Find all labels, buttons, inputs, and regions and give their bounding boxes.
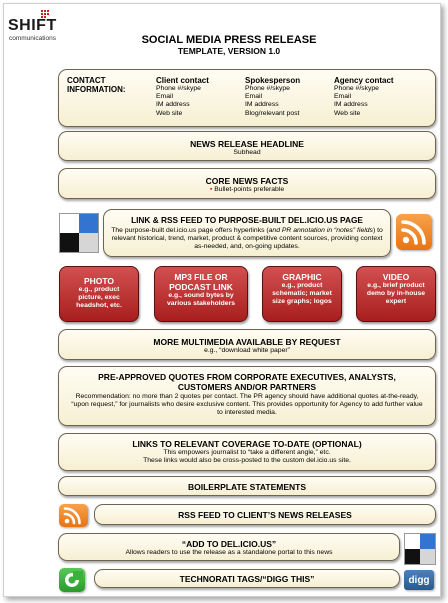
page-title — [64, 34, 394, 56]
rss-feed-title: RSS FEED TO CLIENT’S NEWS RELEASES — [178, 510, 352, 520]
link-feed-text: The purpose-built del.icio.us page offers hyperlinks (and PR annotation in “notes” fields) to relevant historical, trend, market, product & competitive content sources, providing context as-needed, and, on-going updates. — [111, 227, 383, 250]
rss-icon — [396, 214, 432, 250]
core-facts-title: CORE NEWS FACTS — [205, 176, 289, 186]
title-main: SOCIAL MEDIA PRESS RELEASE — [141, 34, 317, 46]
core-facts-bullet: ▪ Bullet-points preferable — [209, 186, 285, 193]
digg-icon — [404, 570, 434, 590]
quotes-box — [58, 366, 436, 426]
headline-title: NEWS RELEASE HEADLINE — [190, 139, 304, 149]
add-delicious-sub: Allows readers to use the release as a standalone portal to this news — [125, 549, 333, 556]
digg-label: digg — [408, 575, 430, 586]
contact-info-box — [58, 69, 436, 127]
quotes-title-1: PRE-APPROVED QUOTES FROM CORPORATE EXECUTIVES, ANALYSTS, — [98, 372, 396, 382]
coverage-line-1: This empowers journalist to “take a different angle,” etc. — [163, 449, 331, 456]
coverage-box — [58, 433, 436, 471]
core-facts-box — [58, 168, 436, 199]
add-delicious-box — [58, 533, 400, 561]
link-feed-box — [103, 209, 391, 257]
rss-feed-box — [94, 504, 436, 525]
title-sub: TEMPLATE, VERSION 1.0 — [177, 46, 281, 56]
add-delicious-title: “ADD TO DEL.ICIO.US” — [181, 539, 277, 549]
document-page — [3, 3, 441, 597]
media-video-box: VIDEO e.g., brief product demo by in-house expert — [356, 266, 436, 322]
quotes-title-2: CUSTOMERS AND/OR PARTNERS — [177, 382, 317, 392]
contact-label: CONTACT INFORMATION: — [67, 76, 126, 94]
contact-column-agency: Agency contact Phone #/skype Email IM address Web site — [334, 76, 394, 117]
delicious-small-icon — [404, 533, 436, 565]
coverage-line-2: These links would also be cross-posted to the custom del.icio.us site. — [143, 457, 351, 464]
multimedia-sub: e.g., “download white paper” — [204, 347, 290, 354]
bullet-icon: ▪ — [209, 186, 213, 193]
contact-column-client: Client contact Phone #/skype Email IM address Web site — [156, 76, 209, 117]
technorati-box — [94, 569, 400, 588]
headline-box — [58, 131, 436, 161]
media-mp3-box: MP3 FILE OR PODCAST LINK e.g., sound bytes by various stakeholders — [154, 266, 248, 322]
rss-small-icon — [59, 504, 88, 527]
headline-subhead: Subhead — [233, 149, 261, 156]
shift-logo — [8, 10, 68, 44]
delicious-icon — [59, 213, 99, 253]
technorati-icon — [59, 568, 85, 592]
logo-subtext: communications — [9, 35, 56, 42]
media-graphic-box: GRAPHIC e.g., product schematic; market size graphs; logos — [262, 266, 342, 322]
boilerplate-box — [58, 476, 436, 496]
multimedia-title: MORE MULTIMEDIA AVAILABLE BY REQUEST — [153, 337, 341, 347]
multimedia-box — [58, 329, 436, 360]
technorati-title: TECHNORATI TAGS/“DIGG THIS” — [179, 574, 315, 584]
boilerplate-title: BOILERPLATE STATEMENTS — [187, 482, 307, 492]
logo-text: SHIFT — [8, 17, 57, 34]
link-feed-title: LINK & RSS FEED TO PURPOSE-BUILT DEL.ICIO.US PAGE — [131, 215, 363, 225]
contact-column-spokesperson: Spokesperson Phone #/skype Email IM address Blog/relevant post — [245, 76, 301, 117]
coverage-title: LINKS TO RELEVANT COVERAGE TO-DATE (OPTIONAL) — [132, 439, 362, 449]
media-photo-box: PHOTO e.g., product picture, exec headshot, etc. — [59, 266, 139, 322]
quotes-text: Recommendation: no more than 2 quotes per contact. The PR agency should have additional quotes at-the-ready, “upon request,” for journalists who desire exclusive content. This provides opportunity for Agency to add further value to interested media. — [71, 393, 423, 416]
